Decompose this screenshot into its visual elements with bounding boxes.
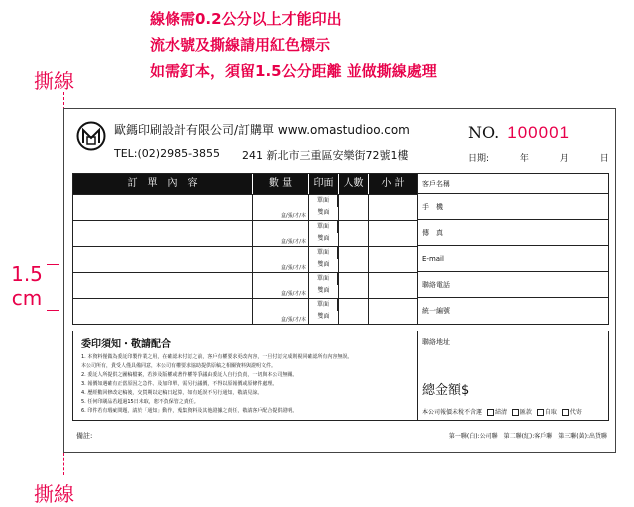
quantity-cell[interactable]: [253, 273, 309, 298]
single-side-option[interactable]: 單面: [309, 299, 338, 311]
customer-name-label: 客戶名稱: [422, 179, 450, 188]
date-month: 月: [559, 154, 569, 164]
checkbox-mail[interactable]: [562, 409, 569, 416]
people-cell[interactable]: [339, 273, 369, 298]
tax-id-field[interactable]: [418, 298, 608, 324]
company-logo-icon: [76, 121, 106, 151]
company-name: [114, 121, 410, 138]
option-transfer: 匯款: [519, 409, 532, 416]
checkbox-pickup[interactable]: [537, 409, 544, 416]
quantity-cell[interactable]: [253, 247, 309, 272]
form-header: [64, 109, 615, 171]
people-cell[interactable]: [339, 221, 369, 246]
email-field[interactable]: [418, 246, 608, 272]
people-cell[interactable]: [339, 195, 369, 220]
order-content-cell[interactable]: [73, 195, 253, 220]
checkbox-transfer[interactable]: [512, 409, 519, 416]
unit-text: 盒/張/才/本: [280, 213, 306, 219]
subtotal-cell[interactable]: [369, 299, 417, 324]
payment-options: [422, 407, 582, 416]
note-binding-margin: 如需釘本，須留1.5公分距離 並做撕線處理: [150, 62, 437, 80]
subtotal-cell[interactable]: [369, 195, 417, 220]
table-row[interactable]: [73, 298, 417, 324]
unit-text: 盒/張/才/本: [280, 265, 306, 271]
print-notes: [150, 6, 437, 84]
table-row[interactable]: [73, 246, 417, 272]
notice-item: 6. 印件若有瑕疵問題，請於「通知」動作，蒐集資料及其他證據之責任，敬請客戶配合提供證明。: [81, 408, 298, 414]
company-url: www.omastudioo.com: [277, 123, 410, 137]
print-side-cell[interactable]: [309, 221, 339, 246]
col-people: 人數: [339, 174, 369, 194]
notice-item: 2. 委託人所提供之圖稿檔案，若涉及版權或著作權等爭議由委託人自行負責，一切與本公司無關。: [81, 372, 298, 378]
company-tel: TEL:(02)2985-3855: [114, 147, 221, 160]
double-side-option[interactable]: 雙面: [317, 261, 330, 268]
order-table-header: [73, 174, 417, 194]
contact-address-label: 聯絡地址: [422, 338, 450, 346]
order-notice: [72, 331, 418, 421]
date-day: 日: [599, 154, 609, 164]
single-side-option[interactable]: 單面: [309, 247, 338, 259]
print-side-cell[interactable]: [309, 273, 339, 298]
tear-line-bottom: [63, 453, 64, 475]
phone-label: 聯絡電話: [422, 280, 450, 289]
order-content-cell[interactable]: [73, 221, 253, 246]
date-field[interactable]: [468, 151, 634, 164]
print-side-cell[interactable]: [309, 299, 339, 324]
quantity-cell[interactable]: [253, 221, 309, 246]
serial-number: [468, 123, 570, 143]
subtotal-cell[interactable]: [369, 247, 417, 272]
unit-text: 盒/張/才/本: [280, 239, 306, 245]
date-year: 年: [519, 154, 529, 164]
dimension-tick-top: [47, 264, 59, 265]
double-side-option[interactable]: 雙面: [317, 287, 330, 294]
notice-item: 5. 任何印刷品若超過15日未取，恕不負保管之責任。: [81, 399, 199, 405]
serial-value: 100001: [507, 123, 570, 142]
notice-item: 1. 本資料僅做為委託印製作業之用，在確認未付訂之前，客戶有權要求更改內容，一旦付訂完成則視同確認所有內容無誤。: [81, 354, 353, 360]
binding-dimension: [8, 262, 46, 310]
checkbox-settled[interactable]: [487, 409, 494, 416]
table-row[interactable]: [73, 220, 417, 246]
col-order-content: 訂 單 內 容: [73, 174, 253, 194]
print-side-cell[interactable]: [309, 195, 339, 220]
binding-dimension-unit: cm: [11, 286, 43, 310]
col-print-side: 印面: [309, 174, 339, 194]
table-row[interactable]: [73, 194, 417, 220]
note-red-marking: 流水號及撕線請用紅色標示: [150, 36, 331, 54]
people-cell[interactable]: [339, 247, 369, 272]
double-side-option[interactable]: 雙面: [317, 313, 330, 320]
fax-field[interactable]: [418, 220, 608, 246]
tear-line-label-top: 撕線: [34, 69, 74, 93]
single-side-option[interactable]: 單面: [309, 221, 338, 233]
table-row[interactable]: [73, 272, 417, 298]
order-content-cell[interactable]: [73, 273, 253, 298]
note-line-thickness: 線條需0.2公分以上才能印出: [150, 10, 342, 28]
dimension-tick-bottom: [47, 310, 59, 311]
unit-text: 盒/張/才/本: [280, 317, 306, 323]
customer-info-panel: [418, 173, 609, 325]
print-side-cell[interactable]: [309, 247, 339, 272]
option-mail: 代寄: [569, 409, 582, 416]
notice-item: 本公司所有，貴受人僅具備同意，本公司有權要求協助提供原稿之相關資料與證明文件。: [81, 363, 277, 369]
company-address: 241 新北市三重區安樂街72號1樓: [242, 149, 409, 162]
copy-distribution: 第一聯(白):公司聯 第二聯(紅):客戶聯 第三聯(黃):出貨聯: [448, 433, 607, 440]
tax-note: 本公司報價未稅不含運: [422, 409, 483, 416]
total-amount-label: 總金額$: [422, 383, 470, 398]
notice-item: 4. 歷經數回修改定稿後，交貨期以定稿日起算，如有延誤不另行通知，敬請見諒。: [81, 390, 263, 396]
notice-title: 委印須知・敬請配合: [81, 339, 171, 350]
email-label: E-mail: [422, 254, 444, 263]
date-label: 日期:: [468, 154, 490, 164]
subtotal-cell[interactable]: [369, 221, 417, 246]
quantity-cell[interactable]: [253, 299, 309, 324]
customer-name-field[interactable]: [418, 174, 608, 194]
binding-dimension-value: 1.5: [11, 262, 43, 286]
unit-text: 盒/張/才/本: [280, 291, 306, 297]
col-quantity: 數 量: [253, 174, 309, 194]
single-side-option[interactable]: 單面: [309, 195, 338, 207]
double-side-option[interactable]: 雙面: [317, 209, 330, 216]
tax-id-label: 統一編號: [422, 307, 450, 315]
subtotal-cell[interactable]: [369, 273, 417, 298]
double-side-option[interactable]: 雙面: [317, 235, 330, 242]
single-side-option[interactable]: 單面: [309, 273, 338, 285]
order-form: [63, 108, 616, 453]
order-content-cell[interactable]: [73, 247, 253, 272]
option-settled: 結清: [494, 409, 507, 416]
quantity-cell[interactable]: [253, 195, 309, 220]
order-table: [72, 173, 418, 325]
mobile-label: 手 機: [422, 202, 443, 211]
notice-item: 3. 報價如遇確有正當原因之急件、及加印單，需另行議價，不得以原報價或原條件處理。: [81, 381, 278, 387]
serial-label: NO.: [468, 123, 500, 142]
remark-label: 備註:: [76, 432, 93, 440]
col-subtotal: 小 計: [381, 178, 405, 189]
phone-field[interactable]: [418, 272, 608, 298]
option-pickup: 自取: [544, 409, 557, 416]
mobile-field[interactable]: [418, 194, 608, 220]
order-content-cell[interactable]: [73, 299, 253, 324]
company-title: 歐鎷印刷設計有限公司/訂購單: [114, 123, 275, 137]
tear-line-label-bottom: 撕線: [34, 482, 74, 506]
fax-label: 傳 真: [422, 228, 443, 237]
payment-panel: [418, 331, 609, 421]
people-cell[interactable]: [339, 299, 369, 324]
